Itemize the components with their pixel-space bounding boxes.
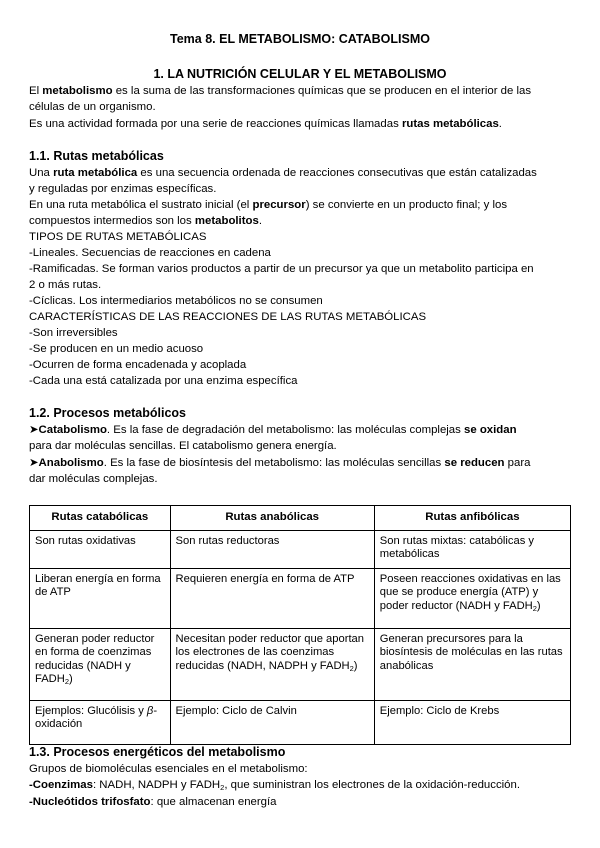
rutas-table	[29, 505, 571, 745]
table-row	[30, 568, 571, 628]
page-title: Tema 8. EL METABOLISMO: CATABOLISMO	[170, 32, 430, 46]
caracteristica-1: -Son irreversibles	[29, 327, 118, 339]
heading-1-2: 1.2. Procesos metabólicos	[29, 406, 187, 420]
table-cell: Liberan energía en forma de ATP	[30, 568, 171, 628]
tipo-ciclicas: -Cíclicas. Los intermediarios metabólicos no se consumen	[29, 295, 323, 307]
s11-line-4: compuestos intermedios son los metabolitos.	[29, 215, 262, 227]
caracteristica-4: -Cada una está catalizada por una enzima específica	[29, 375, 298, 387]
table-cell: Son rutas oxidativas	[30, 530, 171, 568]
arrow-bullet-icon: ➤	[29, 457, 39, 469]
anabolismo-line-2: dar moléculas complejas.	[29, 473, 158, 485]
tipos-title: TIPOS DE RUTAS METABÓLICAS	[29, 231, 207, 243]
header-anfiboli: Rutas anfibólicas	[374, 506, 570, 531]
tipo-ramificadas: -Ramificadas. Se forman varios productos a partir de un precursor ya que un metabolito participa en	[29, 263, 534, 275]
header-anaboli: Rutas anabólicas	[170, 506, 374, 531]
tipo-ramificadas-cont: 2 o más rutas.	[29, 279, 102, 291]
intro-line-1: El metabolismo es la suma de las transformaciones químicas que se producen en el interior de las	[29, 85, 532, 97]
caracteristicas-title: CARACTERÍSTICAS DE LAS REACCIONES DE LAS RUTAS METABÓLICAS	[29, 311, 427, 323]
table-cell: Requieren energía en forma de ATP	[170, 568, 374, 628]
caracteristica-3: -Ocurren de forma encadenada y acoplada	[29, 359, 247, 371]
header-cataboli: Rutas catabólicas	[30, 506, 171, 531]
caracteristica-2: -Se producen en un medio acuoso	[29, 343, 204, 355]
table-cell: Generan precursores para la biosíntesis de moléculas en las rutas anabólicas	[374, 628, 570, 700]
heading-1-1: 1.1. Rutas metabólicas	[29, 149, 164, 163]
table-cell: Poseen reacciones oxidativas en las que se produce energía (ATP) y poder reductor (NADH y $FADH_2$)	[374, 568, 570, 628]
anabolismo-line-1: ➤Anabolismo. Es la fase de biosíntesis del metabolismo: las moléculas sencillas se reducen para	[29, 457, 531, 469]
intro-line-3: Es una actividad formada por una serie de reacciones químicas llamadas rutas metabólicas.	[29, 118, 502, 130]
intro-line-2: células de un organismo.	[29, 101, 156, 113]
table-row	[30, 530, 571, 568]
table-cell: Son rutas reductoras	[170, 530, 374, 568]
table-cell: Necesitan poder reductor que aportan los electrones de las coenzimas reducidas (NADH, NADPH y $FADH_2$)	[170, 628, 374, 700]
s13-line-3: -Nucleótidos trifosfato: que almacenan energía	[29, 796, 277, 808]
table-cell: Ejemplo: Ciclo de Calvin	[170, 700, 374, 744]
table-cell: Generan poder reductor en forma de coenzimas reducidas (NADH y $FADH_2$)	[30, 628, 171, 700]
table-cell: Son rutas mixtas: catabólicas y metabólicas	[374, 530, 570, 568]
table-cell: Ejemplos: Glucólisis y β-oxidación	[30, 700, 171, 744]
table-row	[30, 700, 571, 744]
catabolismo-line-2: para dar moléculas sencillas. El catabolismo genera energía.	[29, 440, 337, 452]
tipo-lineales: -Lineales. Secuencias de reacciones en cadena	[29, 247, 271, 259]
s13-line-1: Grupos de biomoléculas esenciales en el metabolismo:	[29, 763, 308, 775]
table-header-row	[30, 506, 571, 531]
s11-line-1: Una ruta metabólica es una secuencia ordenada de reacciones consecutivas que están catalizadas	[29, 167, 537, 179]
section-1-title: 1. LA NUTRICIÓN CELULAR Y EL METABOLISMO	[153, 67, 447, 81]
arrow-bullet-icon: ➤	[29, 424, 39, 436]
catabolismo-line-1: ➤Catabolismo. Es la fase de degradación del metabolismo: las moléculas complejas se oxidan	[29, 424, 517, 436]
s11-line-3: En una ruta metabólica el sustrato inicial (el precursor) se convierte en un producto final; y los	[29, 199, 508, 211]
heading-1-3: 1.3. Procesos energéticos del metabolismo	[29, 745, 286, 759]
s11-line-2: y reguladas por enzimas específicas.	[29, 183, 217, 195]
table-row	[30, 628, 571, 700]
table-cell: Ejemplo: Ciclo de Krebs	[374, 700, 570, 744]
s13-line-2: -Coenzimas: NADH, NADPH y $FADH_2$, que suministran los electrones de la oxidación-reducción.	[29, 779, 521, 792]
